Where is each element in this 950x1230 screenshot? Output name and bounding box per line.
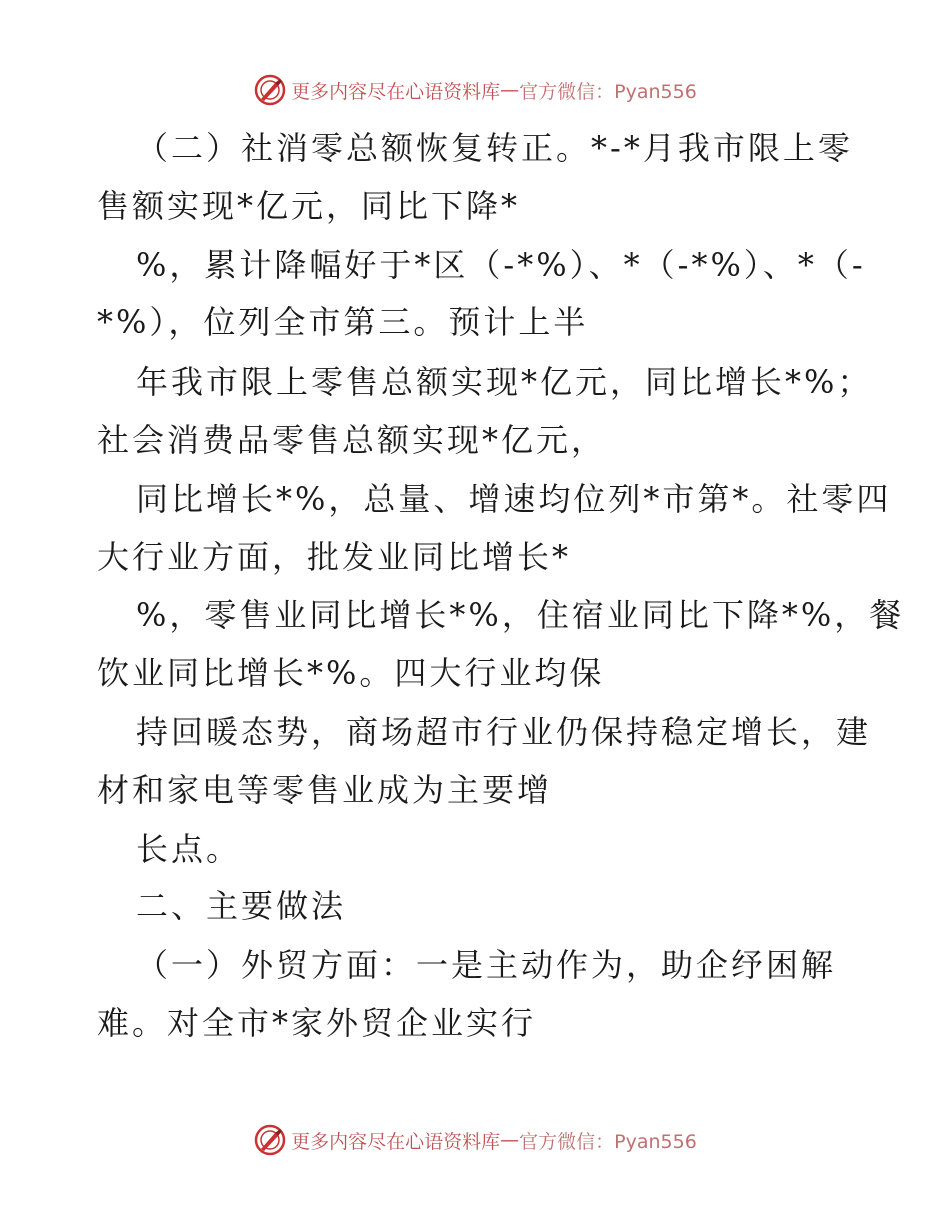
- footer-separator: —: [500, 1129, 520, 1151]
- text-line: 难。对全市*家外贸企业实行: [97, 1004, 537, 1042]
- header-wechat-text: 官方微信：Pyan556: [519, 80, 697, 103]
- text-line: 售额实现*亿元，同比下降*: [97, 187, 521, 225]
- text-line: 长点。: [136, 830, 242, 868]
- text-line: （二）社消零总额恢复转正。*-*月我市限上零: [136, 129, 853, 167]
- footer-site-text: 更多内容尽在心语资料库: [291, 1130, 501, 1153]
- footer-banner: [0, 1120, 950, 1160]
- pen-logo-icon: [253, 73, 287, 107]
- text-line: *%），位列全市第三。预计上半: [97, 303, 589, 341]
- text-line: 同比增长*%，总量、增速均位列*市第*。社零四: [136, 480, 892, 518]
- text-line: 持回暖态势，商场超市行业仍保持稳定增长，建: [136, 713, 872, 751]
- pen-logo-icon: [253, 1123, 287, 1157]
- text-line: 社会消费品零售总额实现*亿元，: [97, 421, 607, 459]
- text-line: %，零售业同比增长*%，住宿业同比下降*%，餐: [136, 596, 905, 634]
- section-heading: 二、主要做法: [136, 887, 347, 925]
- text-line: 年我市限上零售总额实现*亿元，同比增长*%；: [136, 363, 873, 401]
- text-line: %，累计降幅好于*区（-*%）、*（-*%）、*（-: [136, 246, 866, 284]
- header-banner: [0, 70, 950, 110]
- footer-wechat-text: 官方微信：Pyan556: [519, 1130, 697, 1153]
- text-line: 大行业方面，批发业同比增长*: [97, 538, 572, 576]
- header-separator: —: [500, 79, 520, 101]
- text-line: 饮业同比增长*%。四大行业均保: [97, 654, 605, 692]
- header-site-text: 更多内容尽在心语资料库: [291, 80, 501, 103]
- text-line: 材和家电等零售业成为主要增: [97, 771, 553, 809]
- text-line: （一）外贸方面：一是主动作为，助企纾困解: [136, 946, 837, 984]
